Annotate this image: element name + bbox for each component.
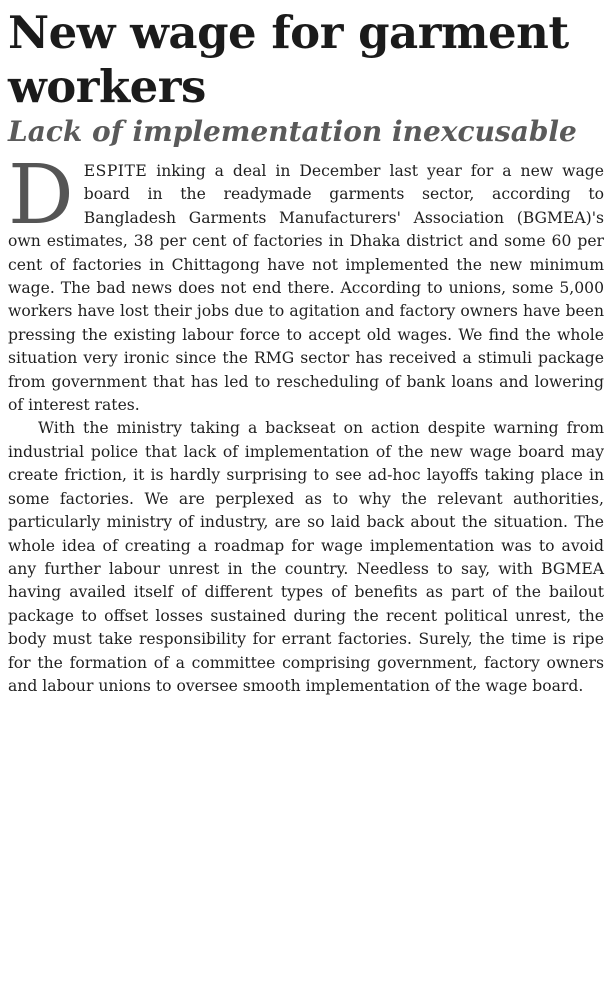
article-body	[8, 148, 604, 698]
drop-cap-letter: D	[8, 148, 74, 243]
editorial-article	[8, 6, 604, 698]
article-headline: New wage for garment workers	[8, 6, 569, 113]
article-paragraph-2: With the ministry taking a backseat on action despite warning from industrial police that lack of implementation of the new wage board may create friction, it is hardly surprising to see ad-hoc layoffs taking place in some factories. We are perplexed as to why the relevant authorities, particularly ministry of industry, are so laid back about the situation. The whole idea of creating a roadmap for wage implementation was to avoid any further labour unrest in the country. Needless to say, with BGMEA having availed itself of different types of benefits as part of the bailout package to offset losses sustained during the recent political unrest, the body must take responsibility for errant factories. Surely, the time is ripe for the formation of a committee comprising government, factory owners and labour unions to oversee smooth implementation of the wage board.	[8, 419, 604, 695]
article-paragraph-1	[8, 148, 604, 417]
lead-word: ESPITE	[83, 162, 148, 180]
article-subheadline: Lack of implementation inexcusable	[8, 115, 577, 148]
paragraph-1-text: inking a deal in December last year for a new wage board in the readymade garments sector, according to Bangladesh Garments Manufacturers' Association (BGMEA)'s own estimates, 38 per cent of factories in Dhaka district and some 60 per cent of factories in Chittagong have not implemented the new minimum wage. The bad news does not end there. According to unions, some 5,000 workers have lost their jobs due to agitation and factory owners have been pressing the existing labour force to accept old wages. We find the whole situation very ironic since the RMG sector has received a stimuli package from government that has led to rescheduling of bank loans and lowering of interest rates.	[8, 162, 604, 415]
